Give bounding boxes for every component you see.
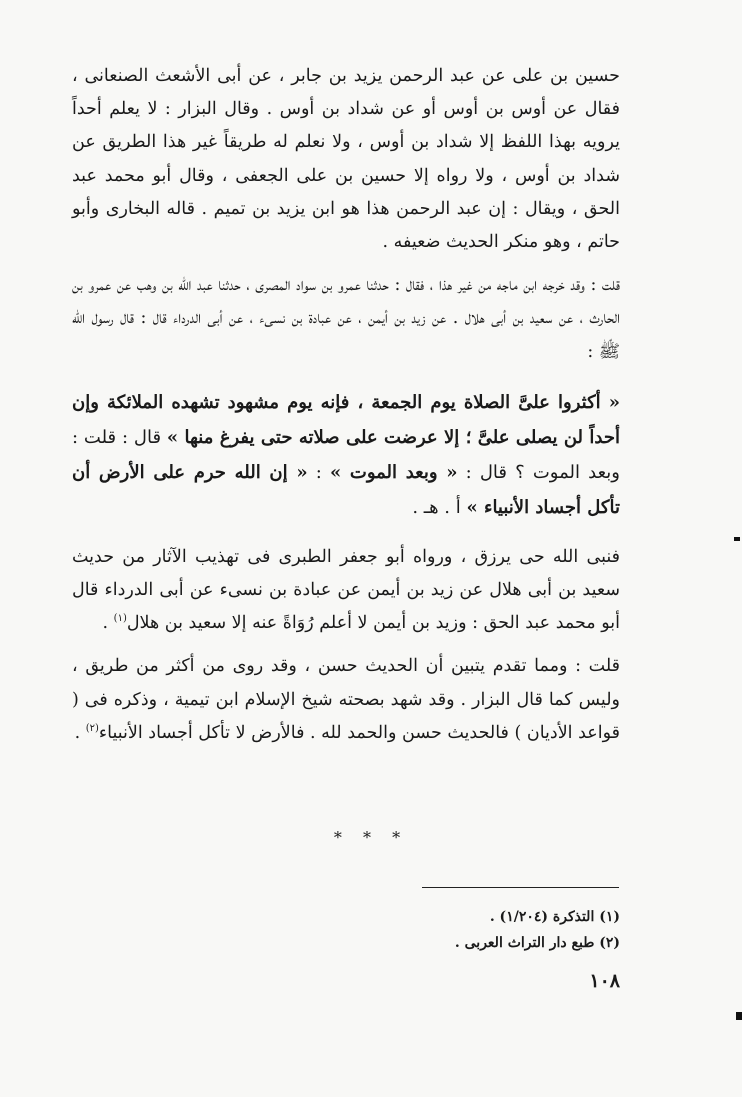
hadith-ending: أ . هـ . [412,496,467,518]
paragraph-3 [72,541,620,641]
paragraph-1: حسين بن على عن عبد الرحمن يزيد بن جابر ، عن أبى الأشعث الصنعانى ، فقال عن أوس بن أوس أو عن شداد بن أوس . وقال البزار : لا يعلم أحداً يرويه بهذا اللفظ إلا شداد بن أوس ، ولا نعلم له طريقاً غير هذا الطريق عن شداد بن أوس ، ولا رواه إلا حسين بن على الجعفى ، وقال أبو محمد عبد الحق ، ويقال : إن عبد الرحمن هذا هو ابن يزيد بن تميم . قاله البخارى وأبو حاتم ، وهو منكر الحديث ضعيفه . [72,66,620,253]
hadith-connector-1: قال : قلت : وبعد الموت ؟ قال : [72,426,620,483]
scan-mark [734,537,740,541]
scan-mark [736,1012,742,1020]
hadith-part-3: « إن الله حرم على الأرض أن تأكل أجساد الأنبياء » [72,461,620,518]
paragraph-2: قلت : وقد خرجه ابن ماجه من غير هذا ، فقال : حدثنا عمرو بن سواد المصرى ، حدثنا عبد الله بن وهب عن عمرو بن الحارث ، عن سعيد بن أبى هلال . عن زيد بن أيمن ، عن عبادة بن نسىء ، عن أبى الدرداء قال : قال رسول الله ﷺ : [72,275,620,362]
hadith-connector-2: : [307,461,330,483]
footnote-rule [422,887,619,888]
footnotes [320,904,620,956]
page-number: ١٠٨ [589,970,620,992]
footnote-2: (٢) طبع دار التراث العربى . [454,935,620,951]
footnote-ref-1: (١) [113,613,127,625]
footnote-ref-2: (٢) [85,723,99,735]
hadith-part-2: « وبعد الموت » [329,461,458,483]
paragraph-4-end: . [74,722,86,743]
paragraph-3-end: . [102,613,114,634]
hadith-quote [72,385,620,525]
paragraph-4-text: قلت : ومما تقدم يتبين أن الحديث حسن ، وقد روى من أكثر من طريق ، وليس كما قال البزار . وقد شهد بصحته شيخ الإسلام ابن تيمية ، وذكره فى ( قواعد الأديان ) فالحديث حسن والحمد لله . فالأرض لا تأكل أجساد الأنبياء [72,656,620,743]
page-body [72,60,620,750]
hadith-part-1: « أكثروا علىَّ الصلاة يوم الجمعة ، فإنه يوم مشهود تشهده الملائكة وإن أحداً لن يصلى علىَّ ؛ إلا عرضت على صلاته حتى يفرغ منها » [72,391,620,448]
section-separator: * * * [333,828,409,847]
paragraph-4 [72,650,620,750]
footnote-1: (١) التذكرة (١/٢٠٤) . [489,909,620,925]
paragraph-3-text: فنبى الله حى يرزق ، ورواه أبو جعفر الطبرى فى تهذيب الآثار من حديث سعيد بن أبى هلال عن زيد بن أيمن عن عبادة بن نسىء عن أبى الدرداء قال أبو محمد عبد الحق : وزيد بن أيمن لا أعلم رُوَاةً عنه إلا سعيد بن هلال [72,546,620,634]
